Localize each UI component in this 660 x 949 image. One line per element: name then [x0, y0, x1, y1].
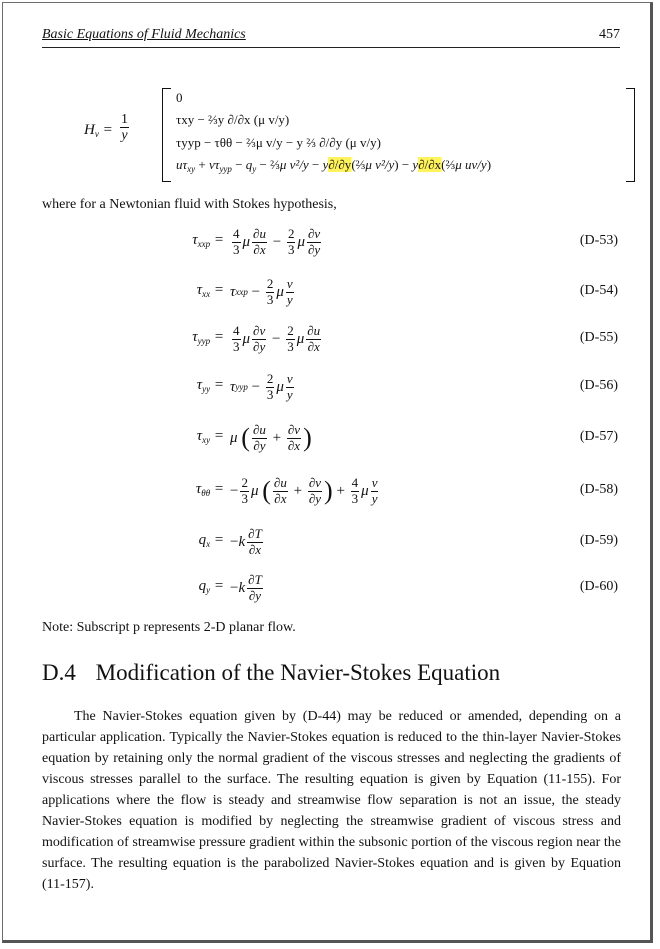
- eq-rhs: − $\frac{2}{3}$ μ ( $\frac{\partial u}{\partial x}$ + $\frac{\partial v}{\partial y}$ ) + $\frac{4}{3}$ μ $\frac{v}{y}$: [230, 475, 378, 506]
- matrix-row-4: $u\tau_{xy} + v\tau_{yyp} - q_y$ − ⅔μ v²/y − y∂/∂y(⅔μ v²/y) − y∂/∂x(⅔μ uv/y): [176, 157, 492, 174]
- equation-d53: [0, 222, 660, 262]
- matrix-right-bracket: [626, 88, 635, 182]
- equation-number: (D-57): [579, 429, 618, 444]
- eq-rhs: $\frac{4}{3}$ μ $\frac{\partial u}{\partial x}$ − $\frac{2}{3}$ μ $\frac{\partial v}{\partial y}$: [233, 226, 321, 257]
- eq-lhs: $\tau_{xxp}$ =: [192, 232, 224, 249]
- eq-rhs: $\frac{4}{3}$ μ $\frac{\partial v}{\partial y}$ − $\frac{2}{3}$ μ $\frac{\partial u}{\partial x}$: [233, 323, 321, 354]
- section-number: D.4: [42, 660, 76, 685]
- equation-d55: [0, 319, 660, 359]
- equation-d57: [0, 418, 660, 458]
- equation-d60: [0, 568, 660, 608]
- running-header: [42, 27, 620, 48]
- eq-lhs: $\tau_{yyp}$ =: [192, 329, 224, 346]
- eq-rhs: τ xxp − $\frac{2}{3}$ μ $\frac{v}{y}$: [230, 276, 293, 307]
- matrix-row-3: τyyp − τθθ − ⅔μ v/y − y ⅔ ∂/∂y (μ v/y): [176, 135, 381, 150]
- eq-lhs: $q_x$ =: [198, 532, 224, 549]
- eq-lhs: $\tau_{xx}$ =: [196, 282, 224, 299]
- eq-lhs: $\tau_{\theta\theta}$ =: [195, 481, 224, 498]
- note-text: Note: Subscript p represents 2-D planar flow.: [42, 620, 296, 635]
- equation-number: (D-56): [579, 378, 618, 393]
- equation-number: (D-59): [579, 533, 618, 548]
- equation-d56: [0, 367, 660, 407]
- equation-d59: [0, 522, 660, 562]
- eq-lhs: $\tau_{xy}$ =: [196, 428, 224, 445]
- hv-coefficient: $\frac{1}{y}$: [121, 112, 128, 144]
- page-number: 457: [599, 27, 620, 42]
- eq-rhs: μ ( $\frac{\partial u}{\partial y}$ + $\frac{\partial v}{\partial x}$ ): [230, 422, 312, 453]
- eq-lhs: $q_y$ =: [198, 578, 224, 595]
- eq-rhs: τ yyp − $\frac{2}{3}$ μ $\frac{v}{y}$: [230, 371, 293, 402]
- equation-number: (D-58): [579, 482, 618, 497]
- eq-rhs: − k $\frac{\partial T}{\partial x}$: [230, 526, 262, 557]
- equation-number: (D-54): [579, 283, 618, 298]
- section-heading: [42, 660, 500, 686]
- equation-d54: [0, 272, 660, 312]
- intro-text: where for a Newtonian fluid with Stokes hypothesis,: [42, 197, 337, 212]
- matrix-left-bracket: [162, 88, 171, 182]
- equation-number: (D-53): [579, 233, 618, 248]
- section-title: Modification of the Navier-Stokes Equation: [95, 660, 501, 685]
- eq-lhs: $\tau_{yy}$ =: [196, 377, 224, 394]
- paragraph-text: The Navier-Stokes equation given by (D-44) may be reduced or amended, depending on a particular application. Typically the Navier-Stokes equation is reduced to the thin-layer Navier-Stokes equation by retaining only the normal gradient of the viscous stresses and neglecting the gradients of viscous stresses parallel to the surface. The resulting equation is given by Equation (11-155). For applications where the flow is steady and streamwise flow separation is not an issue, the steady Navier-Stokes equation is modified by neglecting the streamwise gradient of viscous stress and modification of streamwise pressure gradient within the subsonic portion of the viscous region near the surface. The resulting equation is the parabolized Navier-Stokes equation and is given by Equation (11-157).: [42, 709, 621, 892]
- matrix-row-2: τxy − ⅔y ∂/∂x (μ v/y): [176, 112, 290, 127]
- hv-matrix-equation: [84, 88, 564, 180]
- equation-d58: [0, 471, 660, 511]
- equation-number: (D-55): [579, 330, 618, 345]
- equation-number: (D-60): [579, 579, 618, 594]
- header-title: Basic Equations of Fluid Mechanics: [42, 27, 246, 42]
- body-paragraph: [42, 706, 621, 895]
- eq-rhs: − k $\frac{\partial T}{\partial y}$: [230, 572, 262, 603]
- matrix-row-1: 0: [176, 90, 183, 105]
- hv-label: $H_v$ =: [84, 122, 113, 139]
